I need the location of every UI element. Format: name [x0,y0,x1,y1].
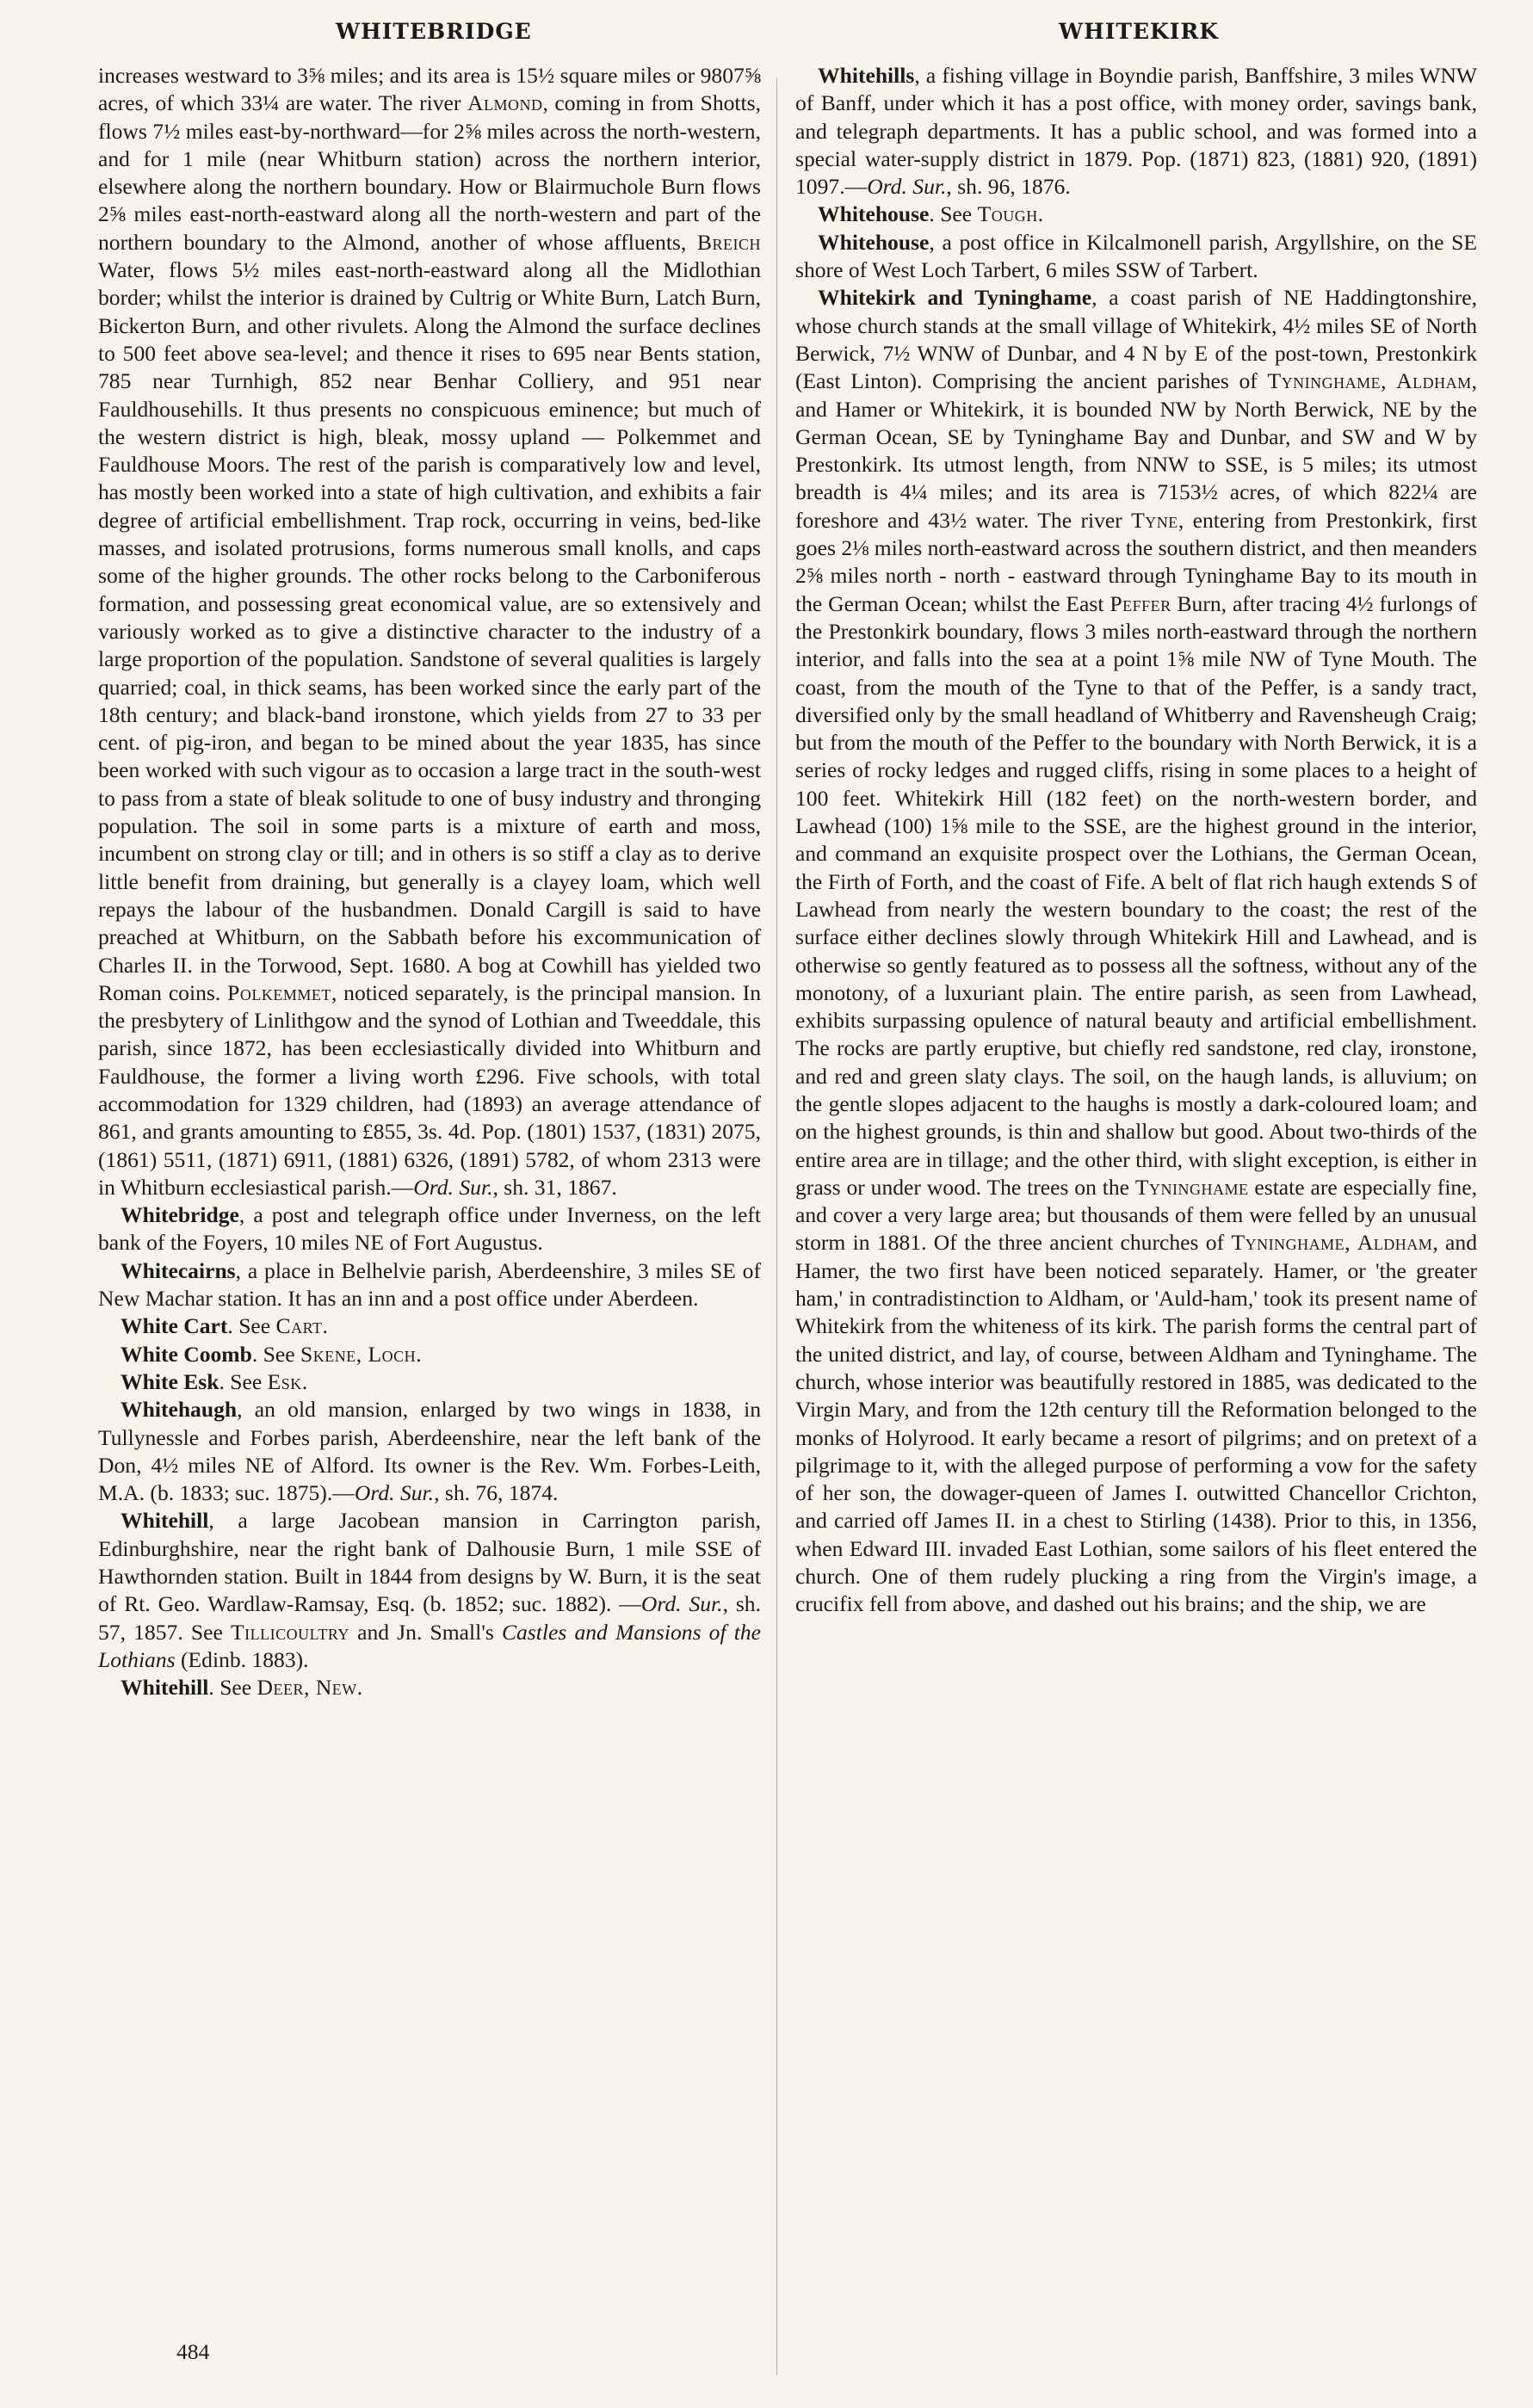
xref-deer-new: Deer, New [257,1675,357,1701]
headword: Whitehouse [818,201,930,227]
xref-tough: Tough [977,201,1038,227]
entry-whitehill: Whitehill, a large Jacobean mansion in Carrington parish, Edinburghshire, near the right bank of Dalhousie Burn, 1 mile SSE of Hawthornden station. Built in 1844 from designs by W. Burn, it is the seat of Rt. Geo. Wardlaw-Ramsay, Esq. (b. 1852; suc. 1882). —Ord. Sur., sh. 57, 1857. See Tillicoultry and Jn. Small's Castles and Mansions of the Lothians (Edinb. 1883). [98,1508,761,1672]
xref-aldham: Aldham [1396,368,1472,394]
entry-white-coomb: White Coomb. See Skene, Loch. [121,1341,422,1367]
entry-whitehills: Whitehills, a fishing village in Boyndie parish, Banffshire, 3 miles WNW of Banff, under which it has a post office, with money order, savings bank, and telegraph departments. It has a public school, and was formed into a special water-supply district in 1879. Pop. (1871) 823, (1881) 920, (1891) 1097.—Ord. Sur., sh. 96, 1876. [795,63,1477,200]
xref-breich: Breich [696,229,761,255]
headword: Whitebridge [121,1202,239,1228]
xref-tyne: Tyne [1131,507,1178,533]
headword: Whitehill [121,1675,209,1701]
page-header [95,19,1506,62]
entry-whitekirk-tyninghame: Whitekirk and Tyninghame, a coast parish of NE Haddingtonshire, whose church stands at the small village of Whitekirk, 4½ miles SE of North Berwick, 7½ WNW of Dunbar, and 4 N by E of the post-town, Prestonkirk (East Linton). Comprising the ancient parishes of Tyninghame, Aldham, and Hamer or Whitekirk, it is bounded NW by North Berwick, NE by the German Ocean, SE by Tyninghame Bay and Dunbar, and SW and W by Prestonkirk. Its utmost length, from NNW to SSE, is 5 miles; its utmost breadth is 4¼ miles; and its area is 7153½ acres, of which 822¼ are foreshore and 43½ water. The river Tyne, entering from Prestonkirk, first goes 2⅛ miles north-eastward across the southern district, and then meanders 2⅝ miles north - north - eastward through Tyninghame Bay to its mouth in the German Ocean; whilst the East Peffer Burn, after tracing 4½ furlongs of the Prestonkirk boundary, flows 3 miles north-eastward through the northern interior, and falls into the sea at a point 1⅝ mile NW of Tyne Mouth. The coast, from the mouth of the Tyne to that of the Peffer, is a sandy tract, diversified only by the small headland of Whitberry and Ravensheugh Craig; but from the mouth of the Peffer to the boundary with North Berwick, it is a series of rocky ledges and rugged cliffs, rising in some places to a height of 100 feet. Whitekirk Hill (182 feet) on the north-western border, and Lawhead (100) 1⅝ mile to the SSE, are the highest ground in the interior, and command an exquisite prospect over the Lothians, the German Ocean, the Firth of Forth, and the coast of Fife. A belt of flat rich haugh extends S of Lawhead from nearly the western boundary to the coast; the rest of the surface either declines slowly through Whitekirk Hill and Lawhead, and is otherwise so gently featured as to possess all the softness, without any of the monotony, of a luxuriant plain. The entire parish, as seen from Lawhead, exhibits surpassing opulence of natural beauty and artificial embellishment. The rocks are partly eruptive, but chiefly red sandstone, red clay, ironstone, and red and green slaty clays. The soil, on the haugh lands, is alluvium; on the gentle slopes adjacent to the haughs is mostly a dark-coloured loam; and on the highest grounds, is thin and shallow but good. About two-thirds of the entire area are in tillage; and the other third, with slight exception, is either in grass or under wood. The trees on the Tyninghame estate are especially fine, and cover a very large area; but thousands of them were felled by an unusual storm in 1881. Of the three ancient churches of Tyninghame, Aldham, and Hamer, the two first have been noticed separately. Hamer, or 'the greater ham,' in contradistinction to Aldham, or 'Auld-ham,' took its present name of Whitekirk from the whiteness of its kirk. The parish forms the central part of the united district, and lay, of course, between Aldham and Tyninghame. The church, whose interior was beautifully restored in 1885, was dedicated to the Virgin Mary, and from the 12th century till the Reformation belonged to the monks of Holyrood. It early became a resort of pilgrims; and on pretext of a pilgrimage to it, with the alleged purpose of performing a vow for the safety of her son, the dowager-queen of James I. outwitted Chancellor Crichton, and carried off James II. in a chest to Stirling (1438). Prior to this, in 1356, when Edward III. invaded East Lothian, some sailors of his fleet entered the church. One of them rudely plucking a ring from the Virgin's image, a crucifix fell from above, and dashed out his brains; and the ship, we are [795,285,1478,1617]
xref-tyninghame: Tyninghame [1231,1230,1345,1256]
column-divider [776,77,777,2375]
entry-whitehouse-tough: Whitehouse. See Tough. [818,201,1044,227]
book-title: Castles and Mansions of the Lothians [98,1619,761,1672]
entry-white-cart: White Cart. See Cart. [121,1313,328,1339]
headword: Whitehills [818,63,915,88]
xref-cart: Cart [275,1313,323,1339]
entry-whitehouse-argyll: Whitehouse, a post office in Kilcalmonell parish, Argyllshire, on the SE shore of West Loch Tarbert, 6 miles SSW of Tarbert. [795,229,1477,283]
running-head-right: WHITEKIRK [1059,19,1219,44]
page-number: 484 [176,2339,210,2364]
xref-peffer: Peffer [1110,590,1171,616]
entry-whitehaugh: Whitehaugh, an old mansion, enlarged by two wings in 1838, in Tullynessle and Forbes parish, Aberdeenshire, near the left bank of the Don, 4½ miles NE of Alford. Its owner is the Rev. Wm. Forbes-Leith, M.A. (b. 1833; suc. 1875).—Ord. Sur., sh. 76, 1874. [98,1397,761,1506]
headword: White Esk [121,1368,219,1394]
xref-tillicoultry: Tillicoultry [230,1619,349,1645]
entry-whitburn-continued: increases westward to 3⅝ miles; and its area is 15½ square miles or 9807⅝ acres, of which 33¼ are water. The river Almond, coming in from Shotts, flows 7½ miles east-by-northward—for 2⅝ miles across the north-western, and for 1 mile (near Whitburn station) across the northern interior, elsewhere along the northern boundary. How or Blairmuchole Burn flows 2⅝ miles east-north-eastward along all the north-western and part of the northern boundary to the Almond, another of whose affluents, Breich Water, flows 5½ miles east-north-eastward along all the Midlothian border; whilst the interior is drained by Cultrig or White Burn, Latch Burn, Bickerton Burn, and other rivulets. Along the Almond the surface declines to 500 feet above sea-level; and thence it rises to 695 near Bents station, 785 near Turnhigh, 852 near Benhar Colliery, and 951 near Fauldhousehills. It thus presents no conspicuous eminence; but much of the western district is high, bleak, mossy upland — Polkemmet and Fauldhouse Moors. The rest of the parish is comparatively low and level, has mostly been worked into a state of high cultivation, and exhibits a fair degree of artificial embellishment. Trap rock, occurring in veins, bed-like masses, and isolated protrusions, forms numerous small knolls, and caps some of the higher grounds. The other rocks belong to the Carboniferous formation, and possessing great economical value, are so extensively and variously worked as to give a distinctive character to the industry of a large proportion of the population. Sandstone of several qualities is largely quarried; coal, in thick seams, has been worked since the early part of the 18th century; and black-band ironstone, which yields from 27 to 33 per cent. of pig-iron, and began to be mined about the year 1835, has since been worked with such vigour as to occasion a large tract in the south-west to pass from a state of bleak solitude to one of busy industry and thronging population. The soil in some parts is a mixture of earth and moss, incumbent on strong clay or till; and in others is so stiff a clay as to derive little benefit from draining, but generally is a clayey loam, which well repays the labour of the husbandmen. Donald Cargill is said to have preached at Whitburn, on the Sabbath before his excommunication of Charles II. in the Torwood, Sept. 1680. A bog at Cowhill has yielded two Roman coins. Polkemmet, noticed separately, is the principal mansion. In the presbytery of Linlithgow and the synod of Lothian and Tweeddale, this parish, since 1872, has been ecclesiastically divided into Whitburn and Fauldhouse, the former a living worth £296. Five schools, with total accommodation for 1329 children, had (1893) an average attendance of 861, and grants amounting to £855, 3s. 4d. Pop. (1801) 1537, (1831) 2075, (1861) 5511, (1871) 6911, (1881) 6326, (1891) 5782, of whom 2313 were in Whitburn ecclesiastical parish.—Ord. Sur., sh. 31, 1867. [98,63,762,1200]
headword: Whitecairns [121,1257,236,1283]
entry-whitehill-deer: Whitehill. See Deer, New. [121,1675,363,1701]
right-column [795,62,1477,1619]
xref-almond: Almond [467,90,543,116]
xref-esk: Esk [267,1368,302,1394]
xref-tyninghame: Tyninghame [1267,368,1382,394]
running-head-left: WHITEBRIDGE [336,19,532,44]
headword: White Coomb [121,1341,252,1367]
headword: Whitehaugh [121,1397,238,1423]
xref-polkemmet: Polkemmet [227,979,331,1005]
entry-whitecairns: Whitecairns, a place in Belhelvie parish, Aberdeenshire, 3 miles SE of New Machar station. It has an inn and a post office under Aberdeen. [98,1257,761,1312]
headword: Whitekirk and Tyninghame [818,285,1092,311]
left-column [98,62,761,1702]
headword: Whitehouse [818,229,930,255]
xref-aldham: Aldham [1357,1230,1433,1256]
headword: Whitehill [121,1508,209,1534]
headword: White Cart [121,1313,228,1339]
entry-white-esk: White Esk. See Esk. [121,1368,308,1394]
entry-whitebridge: Whitebridge, a post and telegraph office under Inverness, on the left bank of the Foyers, 10 miles NE of Fort Augustus. [98,1202,761,1256]
xref-skene-loch: Skene, Loch [300,1341,417,1367]
xref-tyninghame: Tyninghame [1134,1174,1249,1200]
